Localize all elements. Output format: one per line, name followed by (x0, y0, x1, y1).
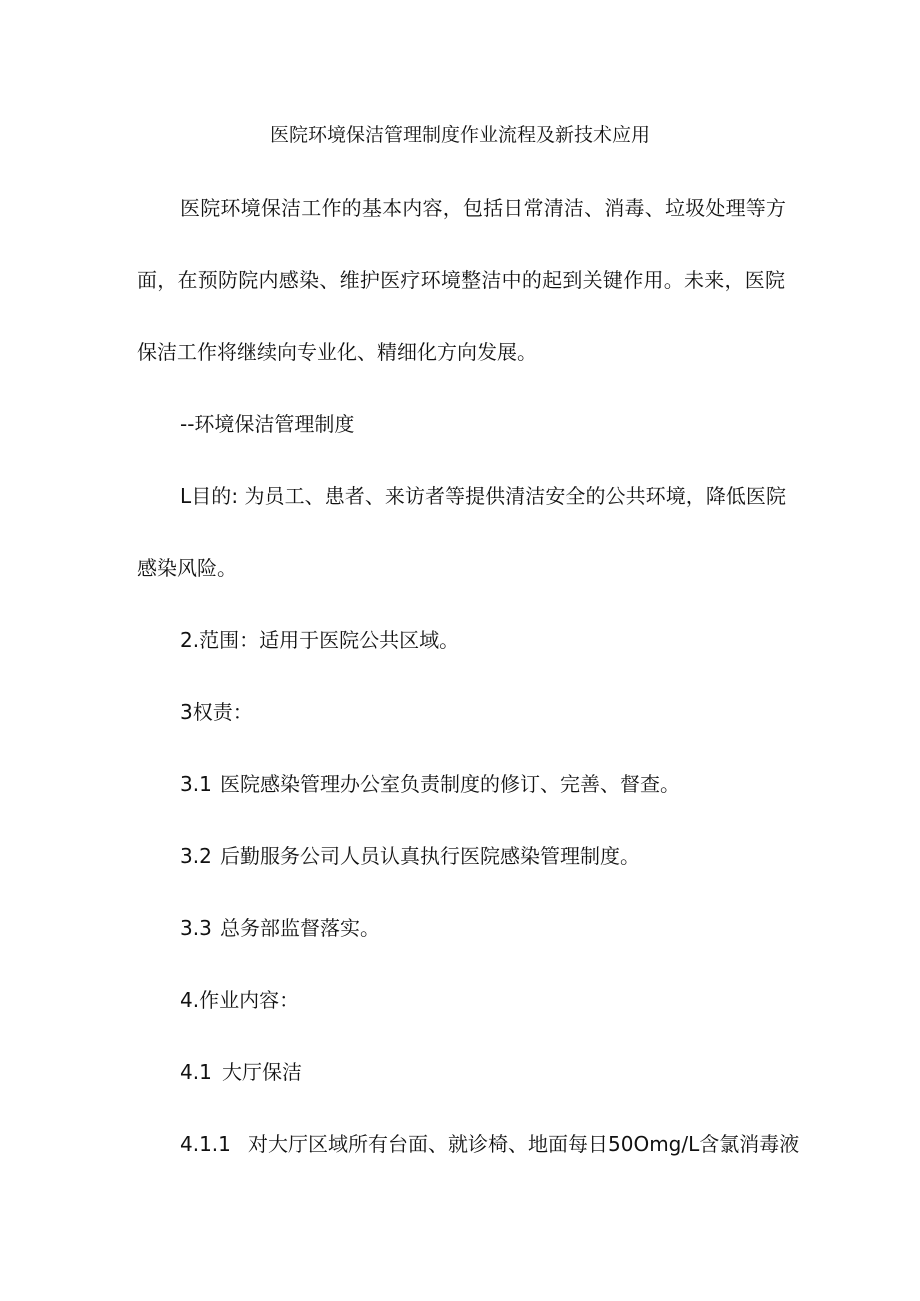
item-number: 3.2 (180, 844, 212, 868)
section-heading: --环境保洁管理制度 (180, 412, 355, 436)
document-title: 医院环境保洁管理制度作业流程及新技术应用 (269, 124, 650, 146)
scope-line: 2.范围：适用于医院公共区域。 (180, 628, 460, 652)
item-number: 4.1.1 (180, 1132, 231, 1156)
work-item-4-1-1 (180, 1127, 799, 1161)
responsibility-item-3-3 (180, 911, 380, 945)
purpose-line-2: 感染风险。 (137, 556, 237, 580)
item-number: 4.1 (180, 1060, 212, 1084)
item-text: 大厅保洁 (222, 1060, 302, 1084)
work-heading: 4.作业内容： (180, 988, 300, 1012)
item-text: 对大厅区域所有台面、就诊椅、地面每日50Omg/L含氯消毒液 (248, 1132, 800, 1156)
work-item-4-1 (180, 1055, 302, 1089)
item-text: 总务部监督落实。 (220, 916, 380, 940)
responsibility-item-3-1 (180, 767, 680, 801)
responsibility-heading: 3权责： (180, 700, 253, 724)
intro-line-2: 面，在预防院内感染、维护医疗环境整洁中的起到关键作用。未来，医院 (137, 268, 785, 292)
intro-line-1: 医院环境保洁工作的基本内容，包括日常清洁、消毒、垃圾处理等方 (180, 196, 786, 220)
intro-line-3: 保洁工作将继续向专业化、精细化方向发展。 (137, 340, 537, 364)
item-text: 后勤服务公司人员认真执行医院感染管理制度。 (220, 844, 640, 868)
responsibility-item-3-2 (180, 839, 640, 873)
item-text: 医院感染管理办公室负责制度的修订、完善、督查。 (220, 772, 680, 796)
purpose-line-1: L目的: 为员工、患者、来访者等提供清洁安全的公共环境，降低医院 (180, 484, 786, 508)
item-number: 3.3 (180, 916, 212, 940)
item-number: 3.1 (180, 772, 212, 796)
